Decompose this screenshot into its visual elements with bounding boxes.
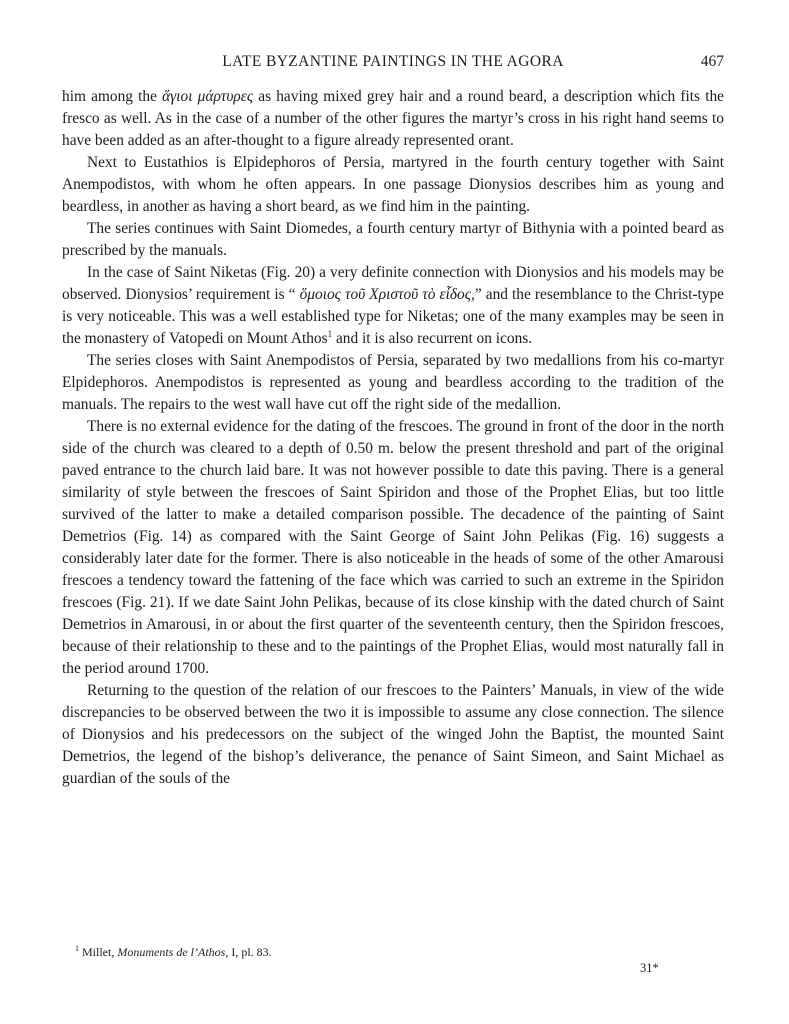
body-text (62, 86, 724, 790)
paragraph-4 (62, 262, 724, 350)
paragraph-5: The series closes with Saint Anempodistos of Persia, separated by two medallions from his co-martyr Elpidephoros. Anempodistos is represented as young and beardless according to the tradition of the manuals. The repairs to the west wall have cut off the right side of the medallion. (62, 352, 724, 413)
footnote-reference: 1 (327, 328, 333, 339)
footnote-marker: 1 (75, 944, 79, 953)
paragraph-4-text-b: ” and the resemblance to the Christ-type is very noticeable. This was a well established type for Niketas; one of the many examples may be seen in the monastery of Vatopedi on Mount Athos (62, 286, 724, 347)
footnote (75, 944, 715, 960)
paragraph-1-text-b: as having mixed grey hair and a round beard, a description which fits the fresco as well. As in the case of a number of the other figures the martyr’s cross in his right hand seems to have been added as an after-thought to a figure already represented orant. (62, 88, 724, 149)
running-title: LATE BYZANTINE PAINTINGS IN THE AGORA (222, 53, 564, 70)
footnote-citation: , I, pl. 83. (225, 945, 272, 959)
paragraph-7: Returning to the question of the relation of our frescoes to the Painters’ Manuals, in view of the wide discrepancies to be observed between the two it is impossible to assume any close connection. The silence of Dionysios and his predecessors on the subject of the winged John the Baptist, the mounted Saint Demetrios, the legend of the bishop’s deliverance, the penance of Saint Simeon, and Saint Michael as guardian of the souls of the (62, 682, 724, 787)
greek-quotation: ὅμοιος τοῦ Χριστοῦ τὸ εἶδος, (299, 286, 475, 303)
footnote-author: Millet, (82, 945, 115, 959)
paragraph-3: The series continues with Saint Diomedes, a fourth century martyr of Bithynia with a pointed beard as prescribed by the manuals. (62, 220, 724, 259)
page-number: 467 (700, 53, 724, 70)
paragraph-4-text-a: In the case of Saint Niketas (Fig. 20) a very definite connection with Dionysios and his models may be observed. Dionysios’ requirement is “ (62, 264, 724, 303)
paragraph-4-text-c: and it is also recurrent on icons. (332, 330, 533, 347)
running-head (62, 50, 724, 74)
paragraph-1-text-a: him among the (62, 88, 163, 105)
paragraph-1 (62, 86, 724, 152)
paragraph-2: Next to Eustathios is Elpidephoros of Persia, martyred in the fourth century together with Saint Anempodistos, with whom he often appears. In one passage Dionysios describes him as young and beardless, in another as having a short beard, as we find him in the painting. (62, 154, 724, 215)
footnote-work-title: Monuments de l’Athos (117, 945, 226, 959)
signature-mark: 31* (640, 961, 659, 975)
greek-phrase-hagioi-martyres: ἅγιοι μάρτυρες (162, 88, 254, 105)
paragraph-6: There is no external evidence for the dating of the frescoes. The ground in front of the door in the north side of the church was cleared to a depth of 0.50 m. below the present threshold and part of the original paved entrance to the church laid bare. It was not however possible to date this paving. There is a general similarity of style between the frescoes of Saint Spiridon and those of the Prophet Elias, but too little survived of the latter to make a detailed comparison possible. The decadence of the painting of Saint Demetrios (Fig. 14) as compared with the Saint George of Saint John Pelikas (Fig. 16) suggests a considerably later date for the former. There is also noticeable in the heads of some of the other Amarousi frescoes a tendency toward the fattening of the face which was carried to such an extreme in the Spiridon frescoes (Fig. 21). If we date Saint John Pelikas, because of its close kinship with the dated church of Saint Demetrios in Amarousi, in or about the first quarter of the seventeenth century, then the Spiridon frescoes, because of their relationship to these and to the paintings of the Prophet Elias, would most naturally fall in the period around 1700. (62, 418, 724, 677)
